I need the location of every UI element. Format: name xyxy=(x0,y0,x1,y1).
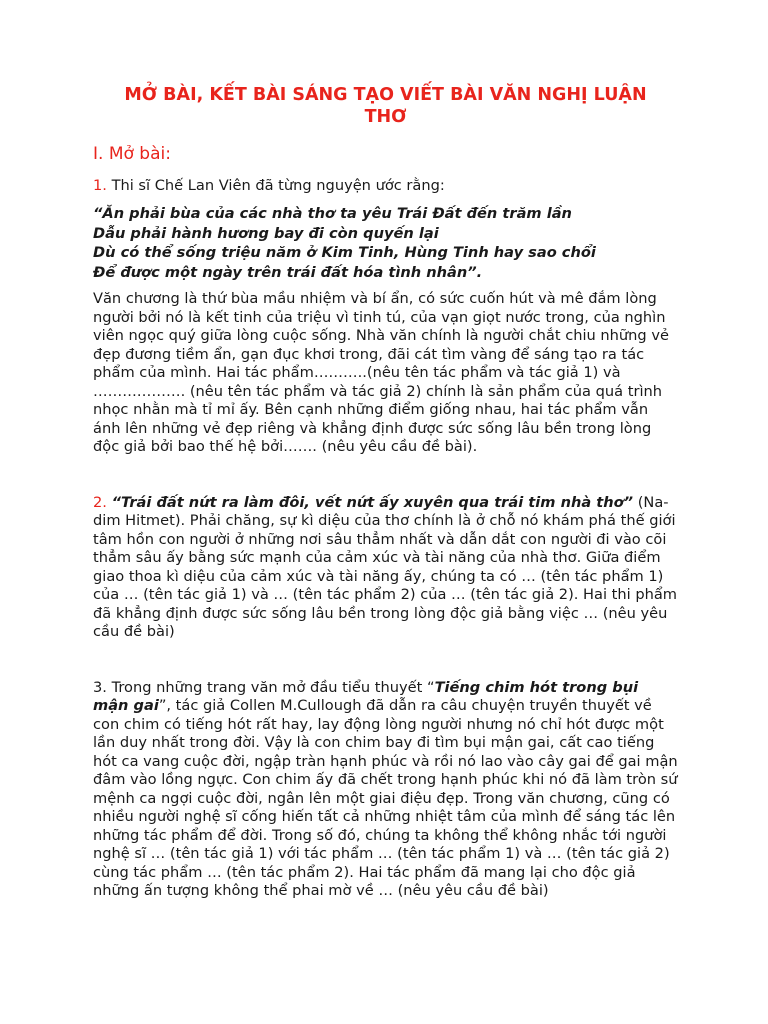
item-2-paragraph xyxy=(93,494,678,642)
item-2-quote: “Trái đất nứt ra làm đôi, vết nứt ấy xuyên qua trái tim nhà thơ” xyxy=(111,493,634,511)
item-2-text: (Na-dim Hitmet). Phải chăng, sự kì diệu của thơ chính là ở chỗ nó khám phá thế giới tâm hồn con người ở những nơi sâu thẳm nhất và dẫn dắt con người đi vào cõi thẳm sâu ấy bằng sức mạnh của cảm xúc và tài năng của nhà thơ. Giữa điểm giao thoa kì diệu của cảm xúc và tài năng ấy, chúng ta có … (tên tác phẩm 1) của … (tên tác giả 1) và … (tên tác phẩm 2) của … (tên tác giả 2). Hai thi phẩm đã khẳng định được sức sống lâu bền trong lòng độc giả bằng việc … (nêu yêu cầu đề bài) xyxy=(93,493,678,640)
item-3-paragraph xyxy=(93,679,678,901)
item-2-number: 2. xyxy=(93,493,107,511)
document-title: MỞ BÀI, KẾT BÀI SÁNG TẠO VIẾT BÀI VĂN NGHỊ LUẬN THƠ xyxy=(124,85,647,127)
poem-line: Dù có thể sống triệu năm ở Kim Tinh, Hùng Tinh hay sao chổi xyxy=(93,244,596,261)
poem-line: “Ăn phải bùa của các nhà thơ ta yêu Trái Đất đến trăm lần xyxy=(93,205,572,222)
poem-line: Dẫu phải hành hương bay đi còn quyến lại xyxy=(93,224,439,242)
item-3-lead: 3. Trong những trang văn mở đầu tiểu thuyết “ xyxy=(93,678,435,696)
document-page xyxy=(93,84,678,901)
poem-quote xyxy=(93,204,678,282)
item-1-intro-text: Thi sĩ Chế Lan Viên đã từng nguyện ước rằng: xyxy=(106,176,445,194)
poem-line: Để được một ngày trên trái đất hóa tình nhân”. xyxy=(93,263,483,281)
item-1-paragraph: Văn chương là thứ bùa mầu nhiệm và bí ẩn, có sức cuốn hút và mê đắm lòng người bởi nó là kết tinh của triệu vì tinh tú, của vạn giọt nước trong, của nghìn viên ngọc quý giữa lòng cuộc sống. Nhà văn chính là người chắt chiu những vẻ đẹp đương tiềm ẩn, gạn đục khơi trong, đãi cát tìm vàng để sáng tạo ra tác phẩm của mình. Hai tác phẩm………..(nêu tên tác phẩm và tác giả 1) và ………………. (nêu tên tác phẩm và tác giả 2) chính là sản phẩm của quá trình nhọc nhằn mà tỉ mỉ ấy. Bên cạnh những điểm giống nhau, hai tác phẩm vẫn ánh lên những vẻ đẹp riêng và khẳng định được sức sống lâu bền trong lòng độc giả bởi bao thế hệ bởi……. (nêu yêu cầu đề bài). xyxy=(93,290,669,455)
section-heading: I. Mở bài: xyxy=(93,144,171,164)
item-1-number: 1. xyxy=(93,176,107,194)
item-3-book-title: Tiếng chim hót trong bụi mận gai xyxy=(93,678,639,714)
item-3-text: ”, tác giả Collen M.Cullough đã dẫn ra câu chuyện truyền thuyết về con chim có tiếng hót rất hay, lay động lòng người nhưng nó chỉ hót được một lần duy nhất trong đời. Vậy là con chim bay đi tìm bụi mận gai, cất cao tiếng hót ca vang cuộc đời, ngập tràn hạnh phúc và rồi nó lao vào cây gai để gai mận đâm vào lồng ngực. Con chim ấy đã chết trong hạnh phúc khi nó đã làm tròn sứ mệnh ca ngợi cuộc đời, ngân lên một giai điệu đẹp. Trong văn chương, cũng có nhiều người nghệ sĩ cống hiến tất cả những nhiệt tâm của mình để sáng tác lên những tác phẩm để đời. Trong số đó, chúng ta không thể không nhắc tới người nghệ sĩ … (tên tác giả 1) với tác phẩm … (tên tác phẩm 1) và … (tên tác giả 2) cùng tác phẩm … (tên tác phẩm 2). Hai tác phẩm đã mang lại cho độc giả những ấn tượng không thể phai mờ về … (nêu yêu cầu đề bài) xyxy=(93,697,678,899)
item-1-intro xyxy=(93,177,678,196)
